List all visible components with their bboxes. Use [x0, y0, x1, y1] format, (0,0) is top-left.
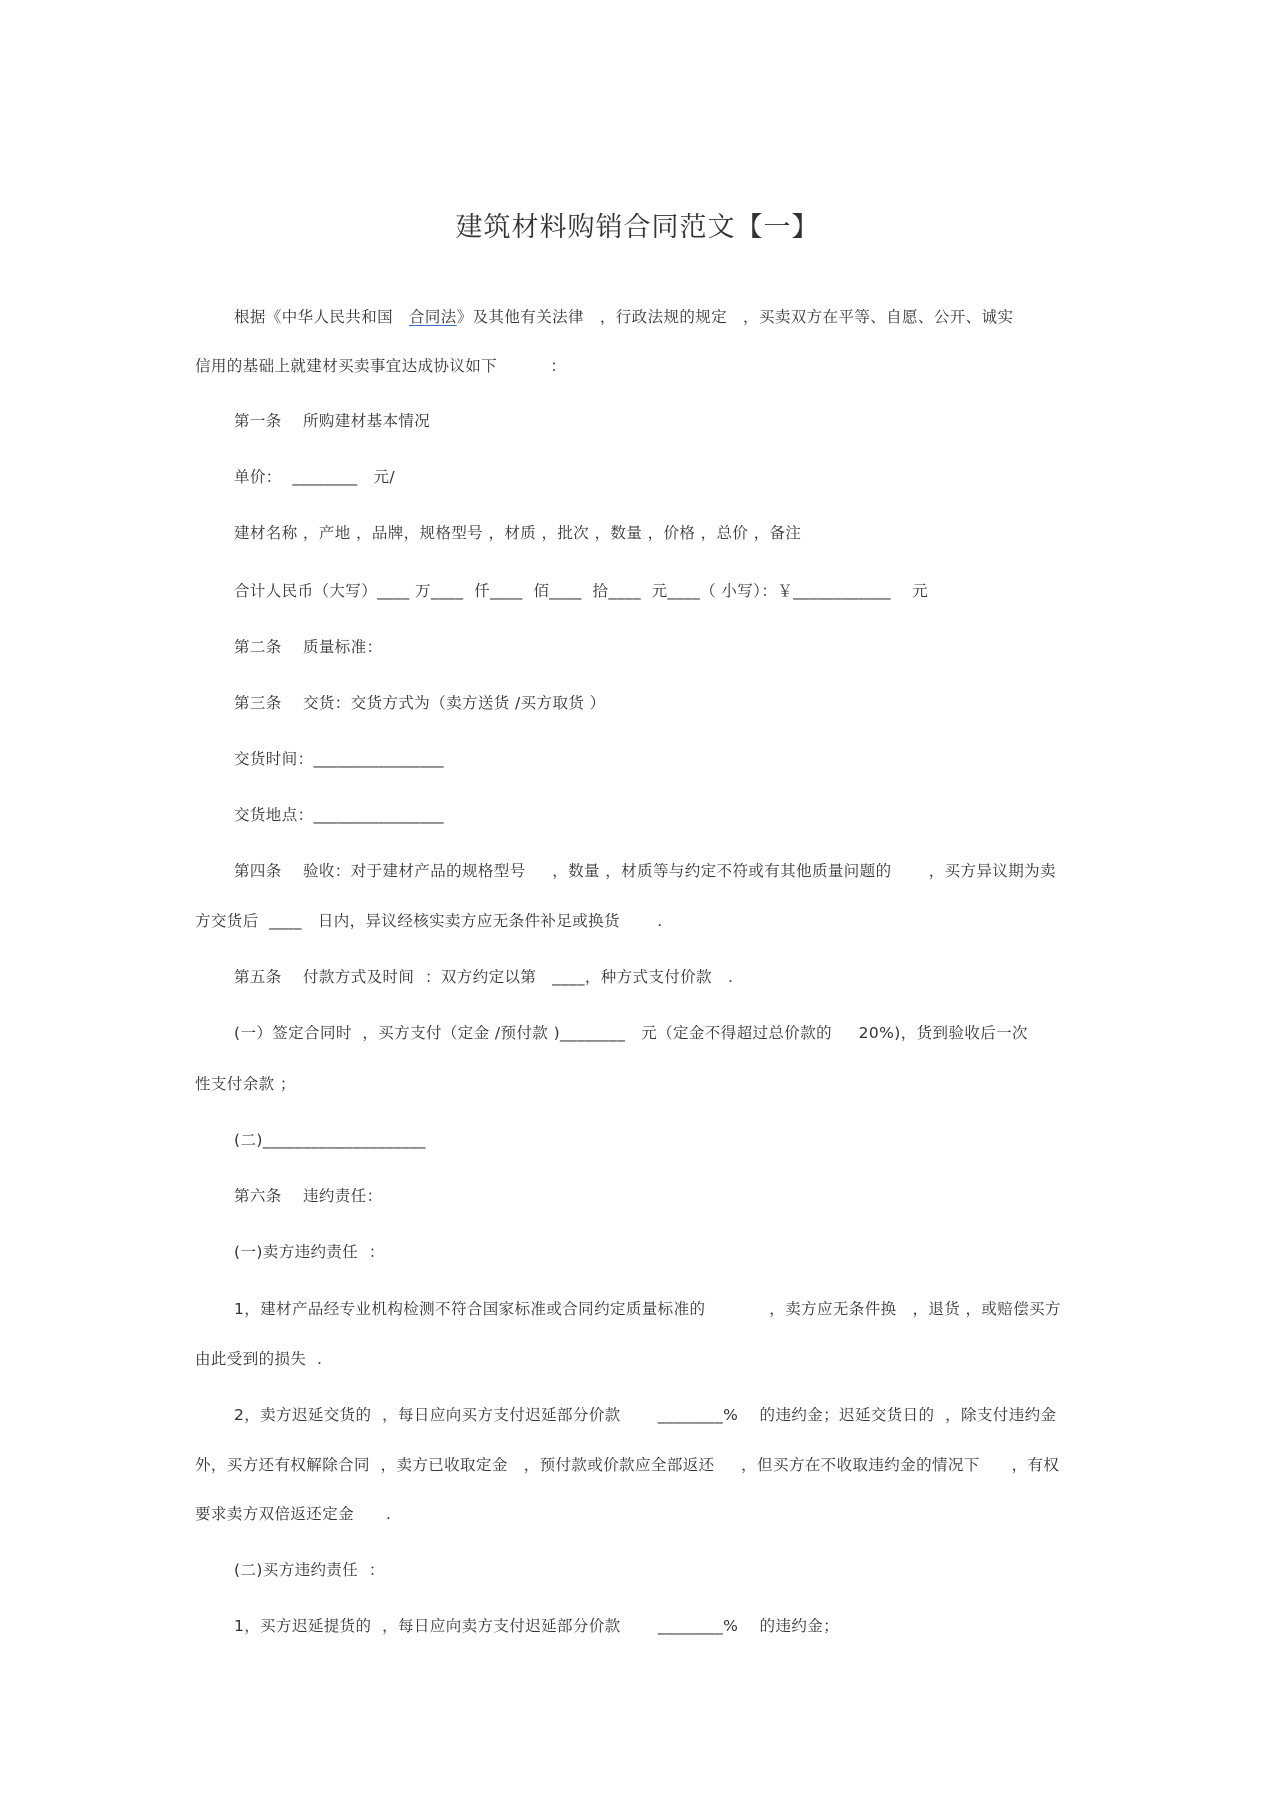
unit-price-line: 单价： ________ 元/	[234, 468, 396, 486]
article-5-line: 第五条 付款方式及时间 ：双方约定以第 ____，种方式支付价款 .	[234, 968, 734, 986]
seller-item-2-line-1: 2，卖方迟延交货的 ，每日应向买方支付迟延部分价款 ________% 的违约金；迟延交货日的 ，除支付违约金	[234, 1406, 1057, 1424]
article-4-line-1: 第四条 验收：对于建材产品的规格型号 ，数量 ，材质等与约定不符或有其他质量问题的 ，买方异议期为卖	[234, 862, 1056, 880]
buyer-item-1-line: 1，买方迟延提货的 ，每日应向卖方支付迟延部分价款 ________% 的违约金；	[234, 1617, 840, 1635]
payment-1-line-1: (一）签定合同时 ，买方支付（定金 /预付款 )________ 元（定金不得超过总价款的 20%)，货到验收后一次	[234, 1024, 1028, 1042]
article-3-line: 第三条 交货：交货方式为（卖方送货 /买方取货 ）	[234, 694, 606, 712]
seller-item-1-line-1: 1，建材产品经专业机构检测不符合国家标准或合同约定质量标准的 ，卖方应无条件换 ，退货 ，或赔偿买方	[234, 1300, 1061, 1318]
total-amount-line: 合计人民币（大写）____ 万____ 仟____ 佰____ 拾____ 元____（ 小写）：￥____________ 元	[234, 582, 929, 600]
buyer-liability-title: (二)买方违约责任 ：	[234, 1561, 385, 1579]
seller-item-2-line-3: 要求卖方双倍返还定金 .	[195, 1505, 392, 1523]
intro-line-1	[234, 306, 1013, 328]
article-6-line: 第六条 违约责任：	[234, 1187, 383, 1205]
seller-item-1-line-2: 由此受到的损失 .	[195, 1350, 323, 1368]
seller-item-2-line-2: 外，买方还有权解除合同 ，卖方已收取定金 ，预付款或价款应全部返还 ，但买方在不收取违约金的情况下 ，有权	[195, 1456, 1060, 1474]
intro-text-before: 根据《中华人民共和国	[234, 308, 409, 326]
document-title: 建筑材料购销合同范文【一】	[455, 212, 820, 243]
article-4-line-2: 方交货后 ____ 日内，异议经核实卖方应无条件补足或换货 .	[195, 912, 663, 930]
payment-1-line-2: 性支付余款 ；	[195, 1075, 296, 1093]
article-1-title: 第一条 所购建材基本情况	[234, 412, 431, 430]
intro-line-2: 信用的基础上就建材买卖事宜达成协议如下 ：	[195, 357, 567, 375]
intro-text-after: 》及其他有关法律 ，行政法规的规定 ，买卖双方在平等、自愿、公开、诚实	[456, 308, 1014, 326]
material-columns-line: 建材名称 ，产地 ，品牌，规格型号 ，材质 ，批次 ，数量 ，价格 ，总价 ，备注	[234, 524, 802, 542]
delivery-place-line: 交货地点：________________	[234, 806, 444, 824]
contract-law-link[interactable]: 合同法	[408, 308, 457, 326]
article-2-line: 第二条 质量标准：	[234, 638, 383, 656]
seller-liability-title: (一)卖方违约责任 ：	[234, 1243, 385, 1261]
payment-2-line: (二)____________________	[234, 1131, 426, 1149]
delivery-time-line: 交货时间：________________	[234, 750, 444, 768]
